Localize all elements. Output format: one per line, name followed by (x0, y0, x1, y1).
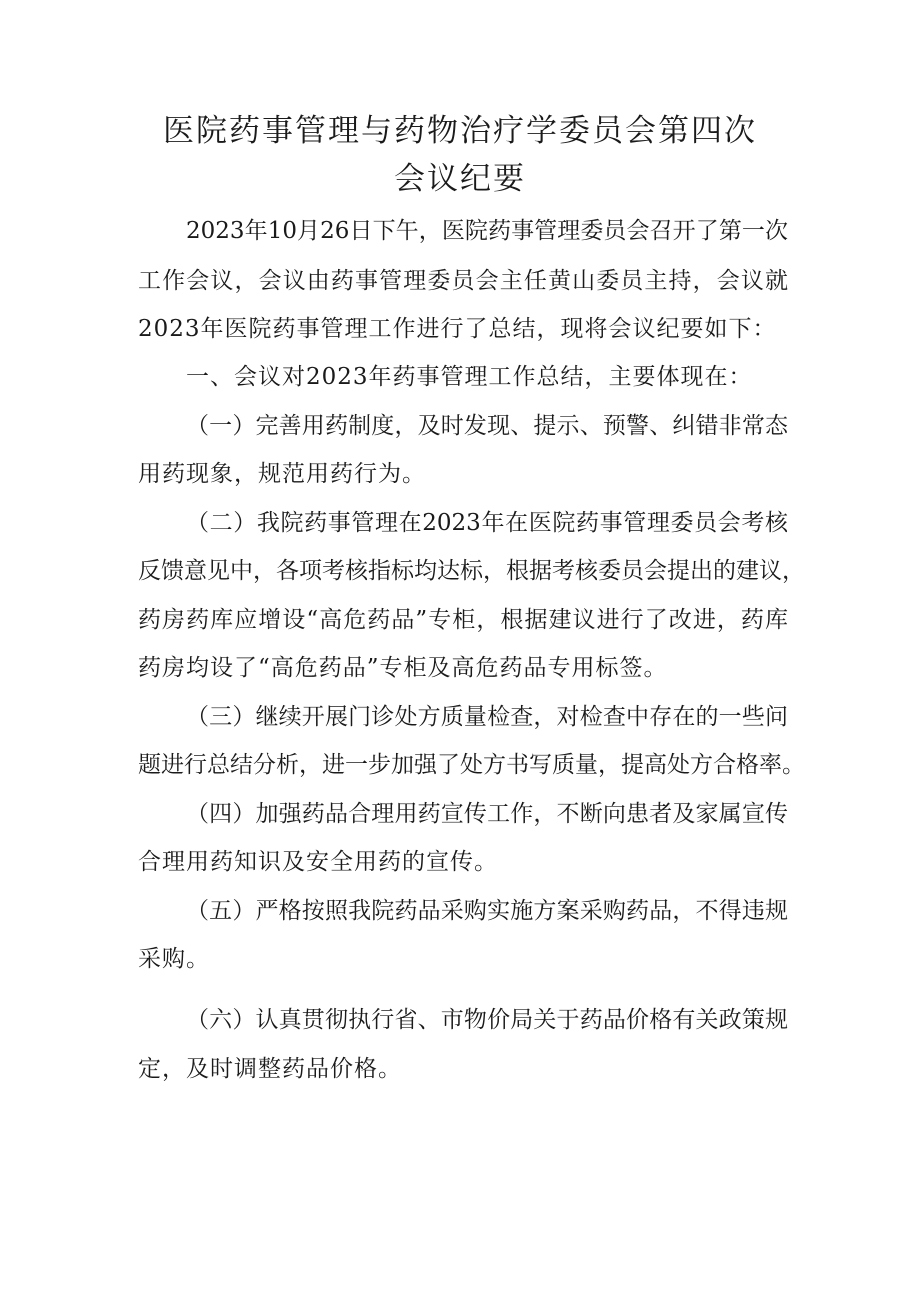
list-item-line: （三）继续开展门诊处方质量检查，对检查中存在的一些问 (186, 704, 788, 730)
list-item-line: 定，及时调整药品价格。 (138, 1056, 402, 1082)
list-item-line: （五）严格按照我院药品采购实施方案采购药品，不得违规 (186, 898, 788, 924)
document-title-line-1: 医院药事管理与药物治疗学委员会第四次 (163, 113, 757, 149)
list-item-line: （一）完善用药制度，及时发现、提示、预警、纠错非常态 (186, 413, 788, 439)
list-item-line: 药房均设了“高危药品”专柜及高危药品专用标签。 (138, 655, 668, 681)
list-item-line: 采购。 (138, 946, 210, 972)
list-item-line: 反馈意见中，各项考核指标均达标，根据考核委员会提出的建议， (138, 558, 805, 584)
paragraph-line: 2023年医院药事管理工作进行了总结，现将会议纪要如下： (138, 316, 777, 342)
paragraph-line: 2023年10月26日下午，医院药事管理委员会召开了第一次 (186, 218, 788, 244)
section-heading: 一、会议对2023年药事管理工作总结，主要体现在： (186, 364, 753, 390)
list-item-line: 用药现象，规范用药行为。 (138, 461, 426, 487)
list-item-line: （四）加强药品合理用药宣传工作，不断向患者及家属宣传 (186, 801, 788, 827)
document-title-line-2: 会议纪要 (394, 161, 526, 197)
list-item-line: 合理用药知识及安全用药的宣传。 (138, 849, 498, 875)
list-item-line: （六）认真贯彻执行省、市物价局关于药品价格有关政策规 (186, 1007, 788, 1033)
list-item-line: 题进行总结分析，进一步加强了处方书写质量，提高处方合格率。 (138, 752, 805, 778)
list-item-line: （二）我院药事管理在2023年在医院药事管理委员会考核 (186, 510, 788, 536)
list-item-line: 药房药库应增设“高危药品”专柜，根据建议进行了改进，药库 (138, 607, 788, 633)
paragraph-line: 工作会议，会议由药事管理委员会主任黄山委员主持，会议就 (138, 268, 788, 294)
